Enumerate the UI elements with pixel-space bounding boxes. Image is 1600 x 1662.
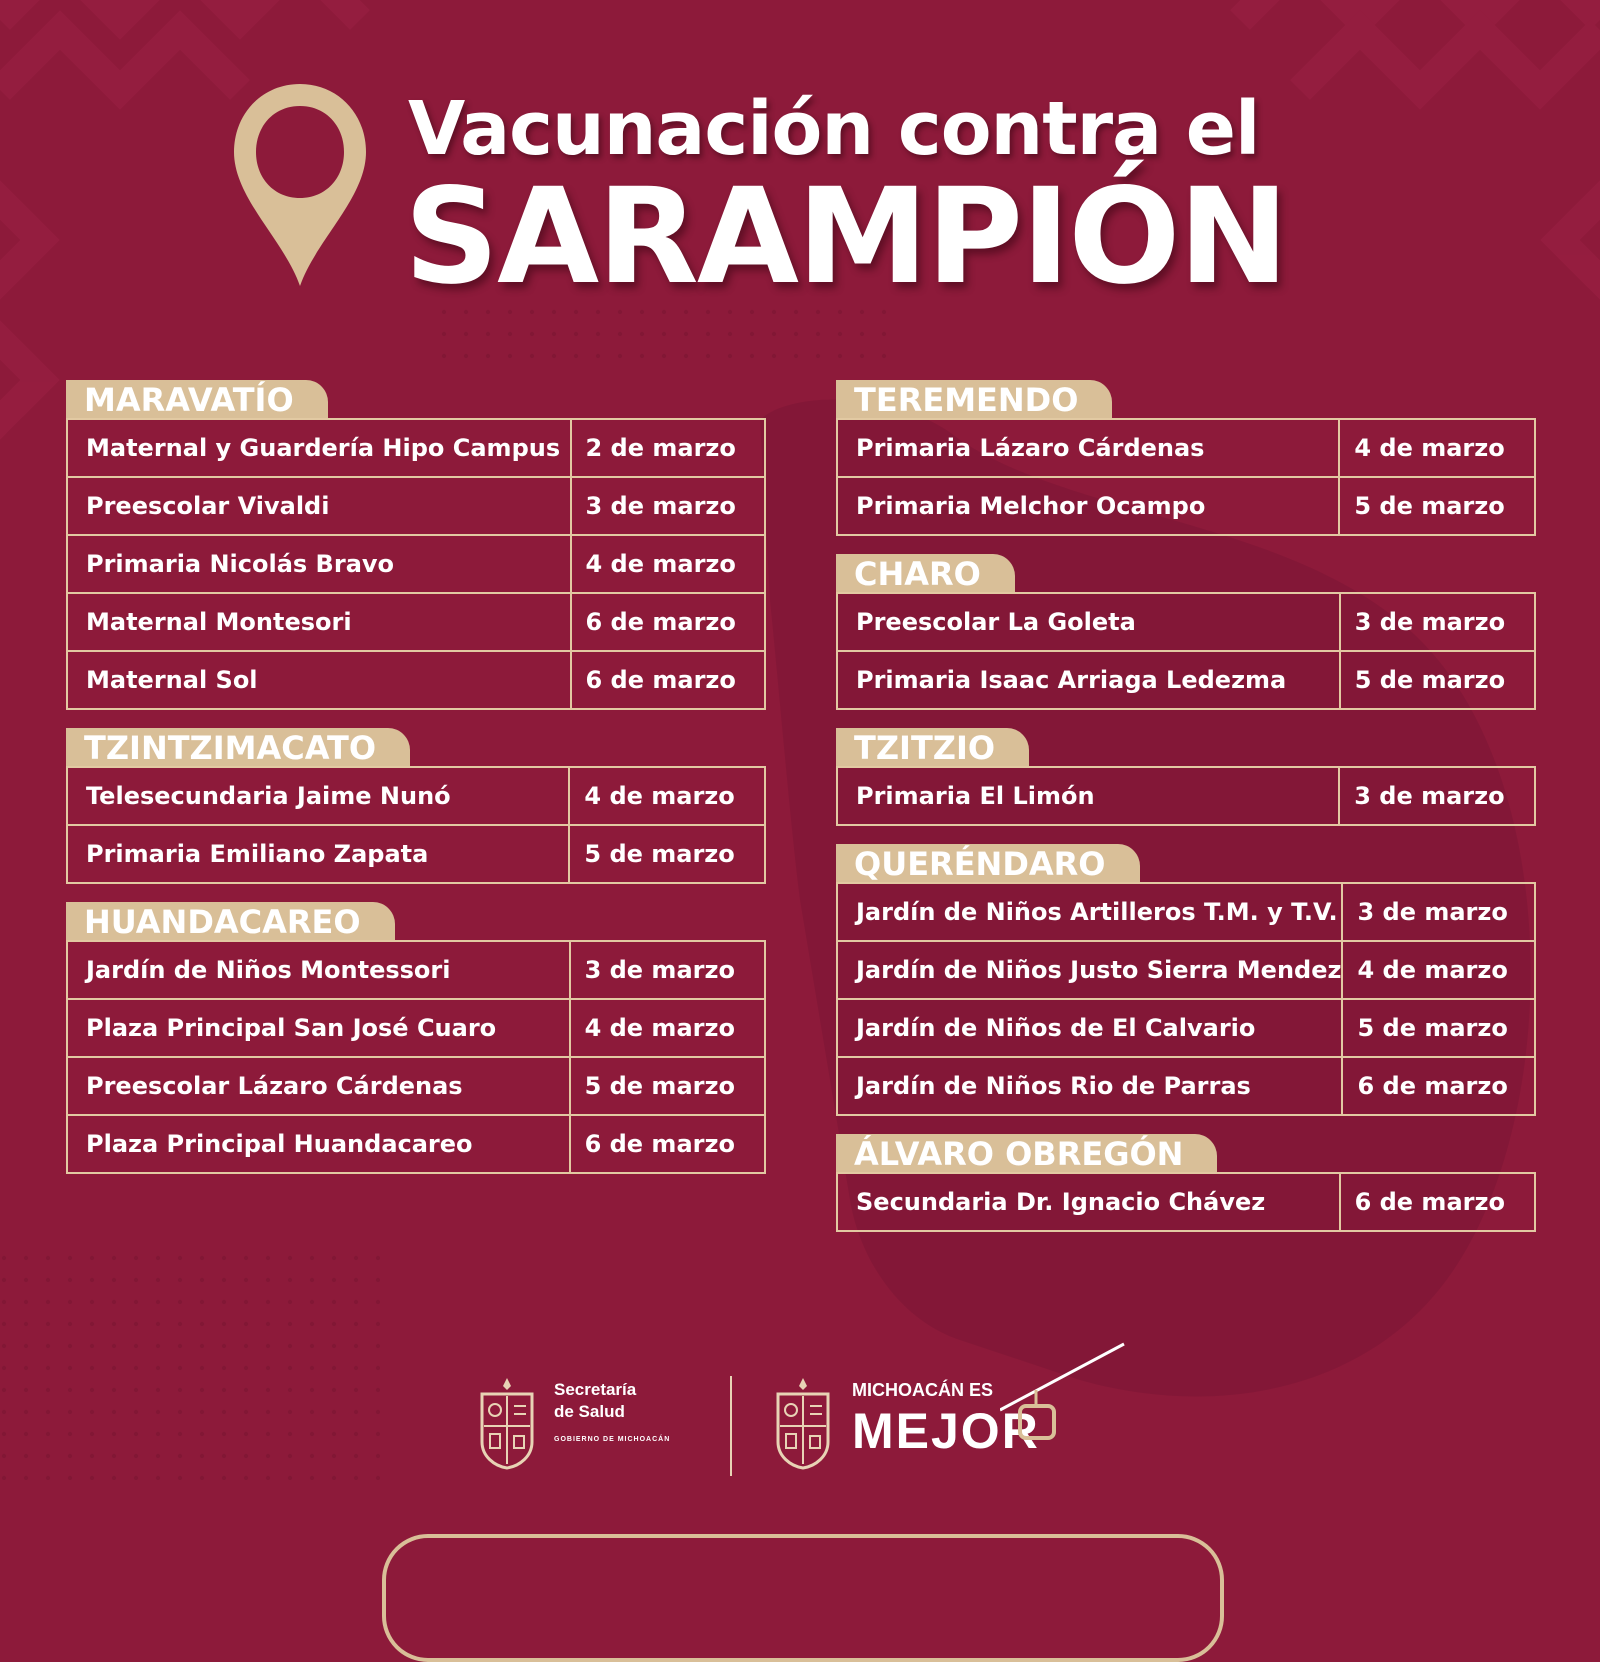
- table-row: [837, 1173, 1535, 1231]
- cable-car-icon: [1000, 1340, 1130, 1450]
- table-row: [67, 825, 765, 883]
- municipality-tab: CHARO: [836, 554, 1015, 592]
- title-line-1: Vacunación contra el: [408, 86, 1260, 172]
- table-row: [67, 419, 765, 477]
- table-row: [837, 883, 1535, 941]
- section-charo: [836, 554, 1536, 710]
- place-cell: Primaria Melchor Ocampo: [837, 477, 1339, 535]
- schedule-table: [836, 418, 1536, 536]
- date-cell: 3 de marzo: [1339, 767, 1535, 825]
- table-row: [837, 767, 1535, 825]
- table-row: [837, 1057, 1535, 1115]
- place-cell: Jardín de Niños Justo Sierra Mendez: [837, 941, 1342, 999]
- footer-logos: [0, 1340, 1600, 1500]
- section-alvaro-obregon: [836, 1134, 1536, 1232]
- schedule-table: [836, 1172, 1536, 1232]
- table-row: [67, 477, 765, 535]
- table-row: [837, 999, 1535, 1057]
- schedule-table: [66, 766, 766, 884]
- date-cell: 4 de marzo: [1342, 941, 1535, 999]
- table-row: [837, 477, 1535, 535]
- salud-line-2: de Salud: [554, 1402, 625, 1421]
- michoacan-shield-icon: [478, 1376, 536, 1470]
- municipality-tab: HUANDACAREO: [66, 902, 395, 940]
- place-cell: Preescolar Vivaldi: [67, 477, 571, 535]
- table-row: [67, 651, 765, 709]
- right-column: [836, 380, 1536, 1250]
- date-cell: 6 de marzo: [571, 651, 766, 709]
- left-column: [66, 380, 766, 1192]
- table-row: [67, 941, 765, 999]
- place-cell: Jardín de Niños Montessori: [67, 941, 570, 999]
- place-cell: Preescolar La Goleta: [837, 593, 1340, 651]
- municipality-tab: MARAVATÍO: [66, 380, 328, 418]
- municipality-tab: QUERÉNDARO: [836, 844, 1140, 882]
- place-cell: Plaza Principal Huandacareo: [67, 1115, 570, 1173]
- date-cell: 3 de marzo: [570, 941, 765, 999]
- mejor-label: MEJOR: [852, 1403, 1040, 1459]
- place-cell: Preescolar Lázaro Cárdenas: [67, 1057, 570, 1115]
- michoacan-es-label: MICHOACÁN ES: [852, 1380, 994, 1400]
- date-cell: 6 de marzo: [571, 593, 766, 651]
- date-cell: 4 de marzo: [1339, 419, 1535, 477]
- place-cell: Secundaria Dr. Ignacio Chávez: [837, 1173, 1340, 1231]
- municipality-tab: ÁLVARO OBREGÓN: [836, 1134, 1217, 1172]
- date-cell: 5 de marzo: [1339, 477, 1535, 535]
- place-cell: Maternal Sol: [67, 651, 571, 709]
- municipality-tab: TEREMENDO: [836, 380, 1112, 418]
- section-querendaro: [836, 844, 1536, 1116]
- date-cell: 5 de marzo: [569, 825, 765, 883]
- place-cell: Maternal Montesori: [67, 593, 571, 651]
- place-cell: Primaria El Limón: [837, 767, 1339, 825]
- date-cell: 3 de marzo: [1342, 883, 1535, 941]
- place-cell: Jardín de Niños Artilleros T.M. y T.V.: [837, 883, 1342, 941]
- salud-line-1: Secretaría: [554, 1380, 637, 1399]
- place-cell: Primaria Lázaro Cárdenas: [837, 419, 1339, 477]
- michoacan-shield-icon: [774, 1376, 832, 1470]
- table-row: [67, 535, 765, 593]
- place-cell: Jardín de Niños de El Calvario: [837, 999, 1342, 1057]
- table-row: [67, 767, 765, 825]
- place-cell: Telesecundaria Jaime Nunó: [67, 767, 569, 825]
- place-cell: Primaria Isaac Arriaga Ledezma: [837, 651, 1340, 709]
- location-pin-icon: [228, 80, 372, 290]
- municipality-tab: TZITZIO: [836, 728, 1029, 766]
- footer-divider: [730, 1376, 732, 1476]
- municipality-tab: TZINTZIMACATO: [66, 728, 410, 766]
- place-cell: Plaza Principal San José Cuaro: [67, 999, 570, 1057]
- date-cell: 4 de marzo: [569, 767, 765, 825]
- section-tzintzimacato: [66, 728, 766, 884]
- table-row: [837, 941, 1535, 999]
- schedule-table: [66, 418, 766, 710]
- table-row: [837, 419, 1535, 477]
- date-cell: 5 de marzo: [1340, 651, 1535, 709]
- date-cell: 6 de marzo: [570, 1115, 765, 1173]
- date-cell: 4 de marzo: [570, 999, 765, 1057]
- date-cell: 3 de marzo: [1340, 593, 1535, 651]
- date-cell: 5 de marzo: [1342, 999, 1535, 1057]
- table-row: [837, 593, 1535, 651]
- title-line-2: SARAMPIÓN: [404, 160, 1287, 314]
- table-row: [67, 999, 765, 1057]
- schedule-table: [66, 940, 766, 1174]
- place-cell: Primaria Emiliano Zapata: [67, 825, 569, 883]
- section-maravatio: [66, 380, 766, 710]
- table-row: [67, 1057, 765, 1115]
- date-cell: 6 de marzo: [1342, 1057, 1535, 1115]
- table-row: [67, 593, 765, 651]
- bottom-frame: [382, 1534, 1224, 1662]
- place-cell: Jardín de Niños Rio de Parras: [837, 1057, 1342, 1115]
- date-cell: 4 de marzo: [571, 535, 766, 593]
- section-teremendo: [836, 380, 1536, 536]
- place-cell: Maternal y Guardería Hipo Campus: [67, 419, 571, 477]
- section-tzitzio: [836, 728, 1536, 826]
- header: [228, 80, 1408, 314]
- date-cell: 2 de marzo: [571, 419, 766, 477]
- section-huandacareo: [66, 902, 766, 1174]
- schedule-table: [836, 882, 1536, 1116]
- date-cell: 3 de marzo: [571, 477, 766, 535]
- table-row: [837, 651, 1535, 709]
- place-cell: Primaria Nicolás Bravo: [67, 535, 571, 593]
- table-row: [67, 1115, 765, 1173]
- schedule-table: [836, 592, 1536, 710]
- schedule-table: [836, 766, 1536, 826]
- salud-line-3: GOBIERNO DE MICHOACÁN: [554, 1436, 671, 1443]
- date-cell: 6 de marzo: [1340, 1173, 1535, 1231]
- date-cell: 5 de marzo: [570, 1057, 765, 1115]
